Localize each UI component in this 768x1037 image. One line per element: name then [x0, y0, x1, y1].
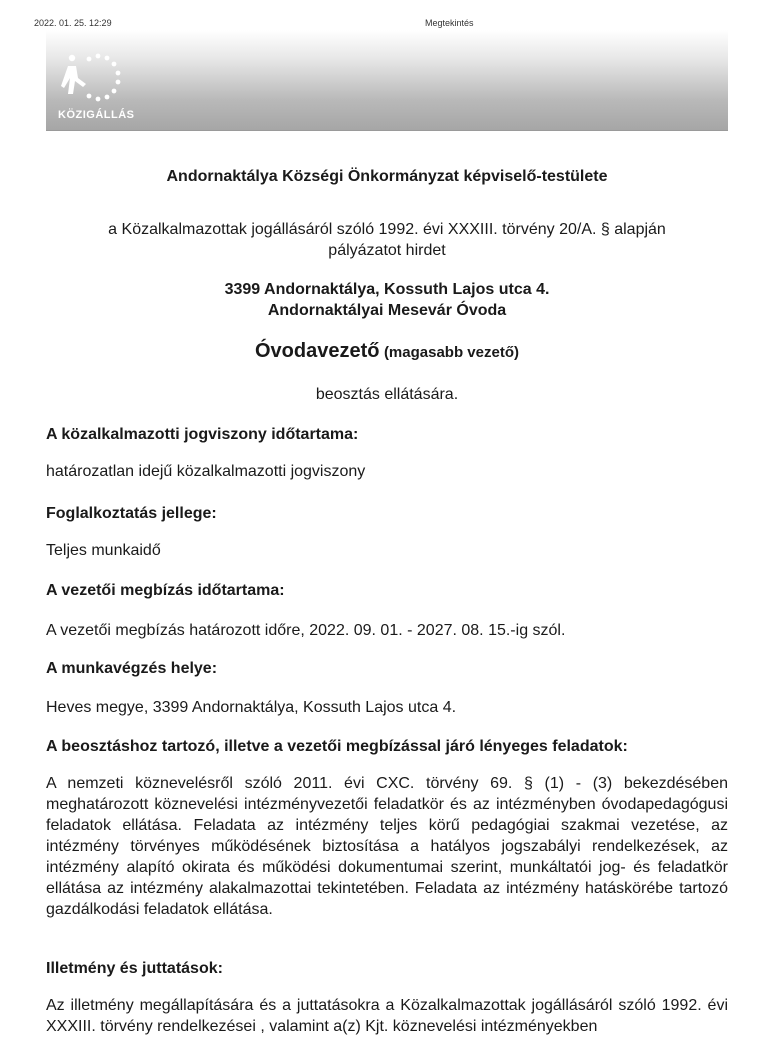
- section-body-duration: határozatlan idejű közalkalmazotti jogviszony: [46, 463, 366, 480]
- section-body-salary: Az illetmény megállapítására és a juttatásokra a Közalkalmazottak jogállásáról szóló 1992. évi XXXIII. törvény rendelkezései , valamint a(z) Kjt. köznevelési intézményekben: [46, 997, 728, 1035]
- section-body-workplace: Heves megye, 3399 Andornaktálya, Kossuth Lajos utca 4.: [46, 699, 457, 716]
- header-banner: [46, 30, 728, 131]
- employer-title: Andornaktálya Községi Önkormányzat képviselő-testülete: [166, 168, 608, 185]
- star-circle-person-icon: [56, 48, 126, 118]
- position-qualifier: (magasabb vezető): [383, 344, 519, 361]
- position-title: Óvodavezető: [255, 340, 380, 362]
- section-body-mandate-duration: A vezetői megbízás határozott időre, 2022. 09. 01. - 2027. 08. 15.-ig szól.: [46, 622, 566, 639]
- legal-basis-line-2: pályázatot hirdet: [328, 242, 446, 259]
- workplace-address: 3399 Andornaktálya, Kossuth Lajos utca 4.: [224, 281, 550, 298]
- position-title-line: [46, 340, 728, 363]
- section-body-tasks: A nemzeti köznevelésről szóló 2011. évi CXC. törvény 69. § (1) - (3) bekezdésében meghatározott köznevelési intézményvezetői feladatkör és az intézményben óvodapedagógusi feladatok ellátása. Feladata az intézmény teljes körű pedagógiai szakmai vezetése, az intézmény törvényes működésének biztosítása a hatályos jogszabályi rendelkezések, az intézmény alapító okirata és működési dokumentumai szerint, munkáltatói jog- és feladatkör ellátása az intézmény alakalmazottai tekintetében. Feladata az intézmény hatáskörébe tartozó gazdálkodási feladatok ellátása.: [46, 775, 728, 918]
- legal-basis-line-1: a Közalkalmazottak jogállásáról szóló 1992. évi XXXIII. törvény 20/A. § alapján: [108, 221, 666, 238]
- section-heading-workplace: A munkavégzés helye:: [46, 660, 218, 677]
- section-heading-tasks: A beosztáshoz tartozó, illetve a vezetői megbízással járó lényeges feladatok:: [46, 738, 628, 755]
- section-body-employment-type: Teljes munkaidő: [46, 542, 161, 559]
- section-heading-duration: A közalkalmazotti jogviszony időtartama:: [46, 426, 359, 443]
- section-heading-employment-type: Foglalkoztatás jellege:: [46, 505, 217, 522]
- position-assignment: beosztás ellátására.: [315, 386, 459, 403]
- section-heading-salary: Illetmény és juttatások:: [46, 960, 223, 977]
- logo-text: KÖZIGÁLLÁS: [58, 109, 135, 121]
- institution-name: Andornaktályai Mesevár Óvoda: [267, 302, 507, 319]
- print-title: Megtekintés: [425, 18, 474, 28]
- print-date: 2022. 01. 25. 12:29: [34, 18, 112, 28]
- section-heading-mandate-duration: A vezetői megbízás időtartama:: [46, 582, 285, 599]
